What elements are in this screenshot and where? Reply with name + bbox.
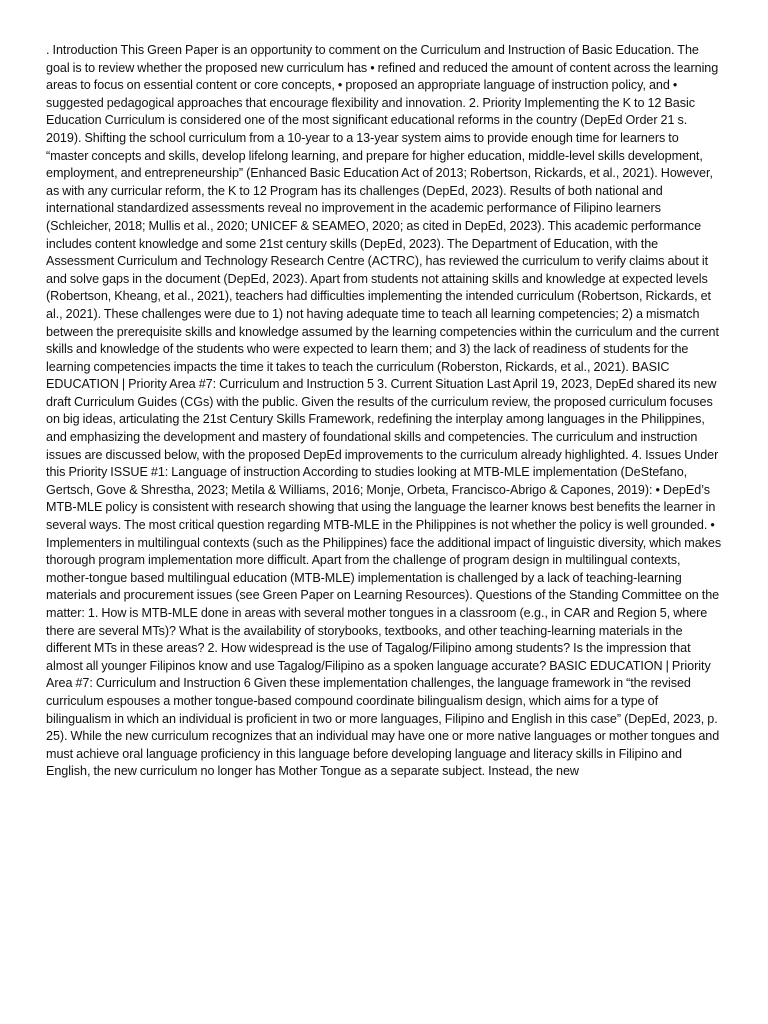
document-body-text: . Introduction This Green Paper is an opportunity to comment on the Curriculum and Instruction of Basic Education. The goal is to review whether the proposed new curriculum has • refined and reduced the amount of content across the learning areas to focus on essential content or core concepts, • proposed an appropriate language of instruction policy, and • suggested pedagogical approaches that encourage flexibility and innovation. 2. Priority Implementing the K to 12 Basic Education Curriculum is considered one of the most significant educational reforms in the country (DepEd Order 21 s. 2019). Shifting the school curriculum from a 10-year to a 13-year system aims to provide enough time for learners to “master concepts and skills, develop lifelong learning, and prepare for higher education, middle-level skills development, employment, and entrepreneurship” (Enhanced Basic Education Act of 2013; Robertson, Rickards, et al., 2021). However, as with any curricular reform, the K to 12 Program has its challenges (DepEd, 2023). Results of both national and international standardized assessments reveal no improvement in the academic performance of Filipino learners (Schleicher, 2018; Mullis et al., 2020; UNICEF & SEAMEO, 2020; as cited in DepEd, 2023). This academic performance includes content knowledge and some 21st century skills (DepEd, 2023). The Department of Education, with the Assessment Curriculum and Technology Research Centre (ACTRC), has reviewed the curriculum to verify claims about it and solve gaps in the document (DepEd, 2023). Apart from students not attaining skills and knowledge at expected levels (Robertson, Kheang, et al., 2021), teachers had difficulties implementing the intended curriculum (Robertson, Rickards, et al., 2021). These challenges were due to 1) not having adequate time to teach all learning competencies; 2) a mismatch between the prerequisite skills and knowledge assumed by the learning competencies within the curriculum and the current skills and knowledge of the students who were expected to learn them; and 3) the lack of readiness of students for the learning competencies impacts the time it takes to teach the curriculum (Roberston, Rickards, et al., 2021). BASIC EDUCATION | Priority Area #7: Curriculum and Instruction 5 3. Current Situation Last April 19, 2023, DepEd shared its new draft Curriculum Guides (CGs) with the public. Given the results of the curriculum review, the proposed curriculum focuses on big ideas, articulating the 21st Century Skills Framework, redefining the interplay among languages in the Philippines, and emphasizing the development and mastery of foundational skills and competencies. The curriculum and instruction issues are discussed below, with the proposed DepEd improvements to the curriculum already highlighted. 4. Issues Under this Priority ISSUE #1: Language of instruction According to studies looking at MTB-MLE implementation (DeStefano, Gertsch, Gove & Shrestha, 2023; Metila & Williams, 2016; Monje, Orbeta, Francisco-Abrigo & Capones, 2019): • DepEd’s MTB-MLE policy is consistent with research showing that using the language the learner knows best benefits the learner in several ways. The most critical question regarding MTB-MLE in the Philippines is not whether the policy is well grounded. • Implementers in multilingual contexts (such as the Philippines) face the additional impact of linguistic diversity, which makes thorough program implementation more difficult. Apart from the challenge of program design in multilingual contexts, mother-tongue based multilingual education (MTB-MLE) implementation is challenged by a lack of teaching-learning materials and procurement issues (see Green Paper on Learning Resources). Questions of the Standing Committee on the matter: 1. How is MTB-MLE done in areas with several mother tongues in a classroom (e.g., in CAR and Region 5, where there are several MTs)? What is the availability of storybooks, textbooks, and other teaching-learning materials in the different MTs in these areas? 2. How widespread is the use of Tagalog/Filipino among students? Is the impression that almost all younger Filipinos know and use Tagalog/Filipino as a spoken language accurate? BASIC EDUCATION | Priority Area #7: Curriculum and Instruction 6 Given these implementation challenges, the language framework in “the revised curriculum espouses a mother tongue-based compound coordinate bilingualism design, which aims for a type of bilingualism in which an individual is proficient in two or more languages, Filipino and English in this case” (DepEd, 2023, p. 25). While the new curriculum recognizes that an individual may have one or more native languages or mother tongues and must achieve oral language proficiency in this language before developing language and literacy skills in Filipino and English, the new curriculum no longer has Mother Tongue as a separate subject. Instead, the new [46,43,722,779]
